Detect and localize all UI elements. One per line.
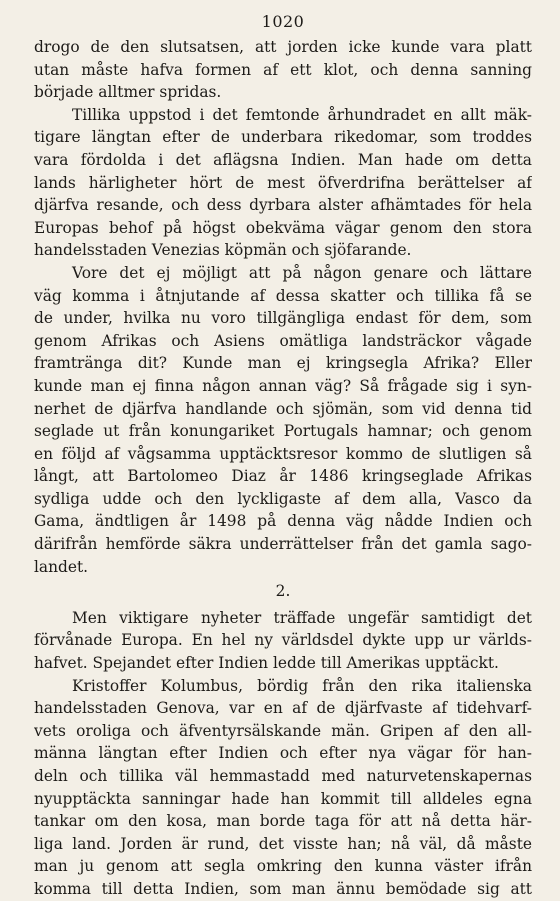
- text-line: väg komma i åtnjutande af dessa skatter och tillika få se: [34, 286, 532, 305]
- text-line: tankar om den kosa, man borde taga för att nå detta här-: [34, 812, 532, 831]
- text-line: genom Afrikas och Asiens omätliga landsträckor vågade: [34, 331, 532, 350]
- text-line: hafvet. Spejandet efter Indien ledde till Amerikas upptäckt.: [34, 654, 499, 673]
- text-line: liga land. Jorden är rund, det visste han; nå väl, då måste: [34, 834, 532, 853]
- text-line: utan måste hafva formen af ett klot, och denna sanning: [34, 60, 532, 79]
- text-line: började alltmer spridas.: [34, 83, 222, 102]
- text-line: förvånade Europa. En hel ny världsdel dykte upp ur världs-: [34, 631, 532, 650]
- text-line: seglade ut från konungariket Portugals hamnar; och genom: [34, 422, 532, 441]
- text-line: landet.: [34, 557, 89, 576]
- text-line: sydliga udde och den lyckligaste af dem alla, Vasco da: [34, 489, 532, 508]
- text-line: kunde man ej finna någon annan väg? Så frågade sig i syn-: [34, 376, 532, 395]
- text-part-2: [34, 607, 532, 901]
- text-line: de under, hvilka nu voro tillgängliga endast för dem, som: [34, 309, 532, 328]
- paragraph: [34, 675, 532, 901]
- text-line: tigare längtan efter de underbara rikedomar, som troddes: [34, 128, 532, 147]
- text-line: Gama, ändtligen år 1498 på denna väg nådde Indien och: [34, 512, 532, 531]
- text-line: drogo de den slutsatsen, att jorden icke kunde vara platt: [34, 38, 532, 56]
- text-line: komma till detta Indien, som man ännu bemödade sig att: [34, 879, 532, 898]
- text-line: vets oroliga och äfventyrsälskande män. Gripen af den all-: [34, 721, 532, 740]
- text-line: långt, att Bartolomeo Diaz år 1486 kringseglade Afrikas: [34, 467, 532, 486]
- text-line: nerhet de djärfva handlande och sjömän, som vid denna tid: [34, 399, 532, 418]
- text-line: handelsstaden Venezias köpmän och sjöfarande.: [34, 241, 412, 260]
- text-line: handelsstaden Genova, var en af de djärfvaste af tidehvarf-: [34, 699, 532, 718]
- text-line: Vore det ej möjligt att på någon genare och lättare: [72, 263, 532, 282]
- text-line: man ju genom att segla omkring den kunna väster ifrån: [34, 857, 532, 876]
- text-line: deln och tillika väl hemmastadd med naturvetenskapernas: [34, 767, 532, 785]
- text-line: djärfva resande, och dess dyrbara alster afhämtades för hela: [34, 196, 532, 215]
- text-line: därifrån hemförde säkra underrättelser från det gamla sago-: [34, 535, 532, 554]
- text-line: lands härligheter hört de mest öfverdrifna berättelser af: [34, 173, 532, 192]
- text-line: en följd af vågsamma upptäcktsresor kommo de slutligen så: [34, 444, 532, 463]
- text-part-1: [34, 36, 532, 578]
- text-line: Europas behof på högst obekväma vägar genom den stora: [34, 218, 532, 237]
- text-line: framtränga dit? Kunde man ej kringsegla Afrika? Eller: [34, 354, 532, 373]
- text-line: nyupptäckta sanningar hade han kommit till alldeles egna: [34, 789, 532, 808]
- text-line: Kristoffer Kolumbus, bördig från den rika italienska: [72, 676, 532, 695]
- paragraph: [34, 104, 532, 262]
- text-line: männa längtan efter Indien och efter nya vägar för han-: [34, 744, 532, 763]
- section-number: 2.: [275, 582, 291, 601]
- text-line: vara fördolda i det aflägsna Indien. Man hade om detta: [34, 150, 532, 169]
- paragraph: [34, 36, 532, 104]
- paragraph: [34, 262, 532, 578]
- paragraph: [34, 607, 532, 675]
- page-number: 1020: [261, 12, 305, 31]
- text-line: Men viktigare nyheter träffade ungefär samtidigt det: [72, 608, 532, 627]
- text-line: Tillika uppstod i det femtonde århundradet en allt mäk-: [72, 105, 532, 124]
